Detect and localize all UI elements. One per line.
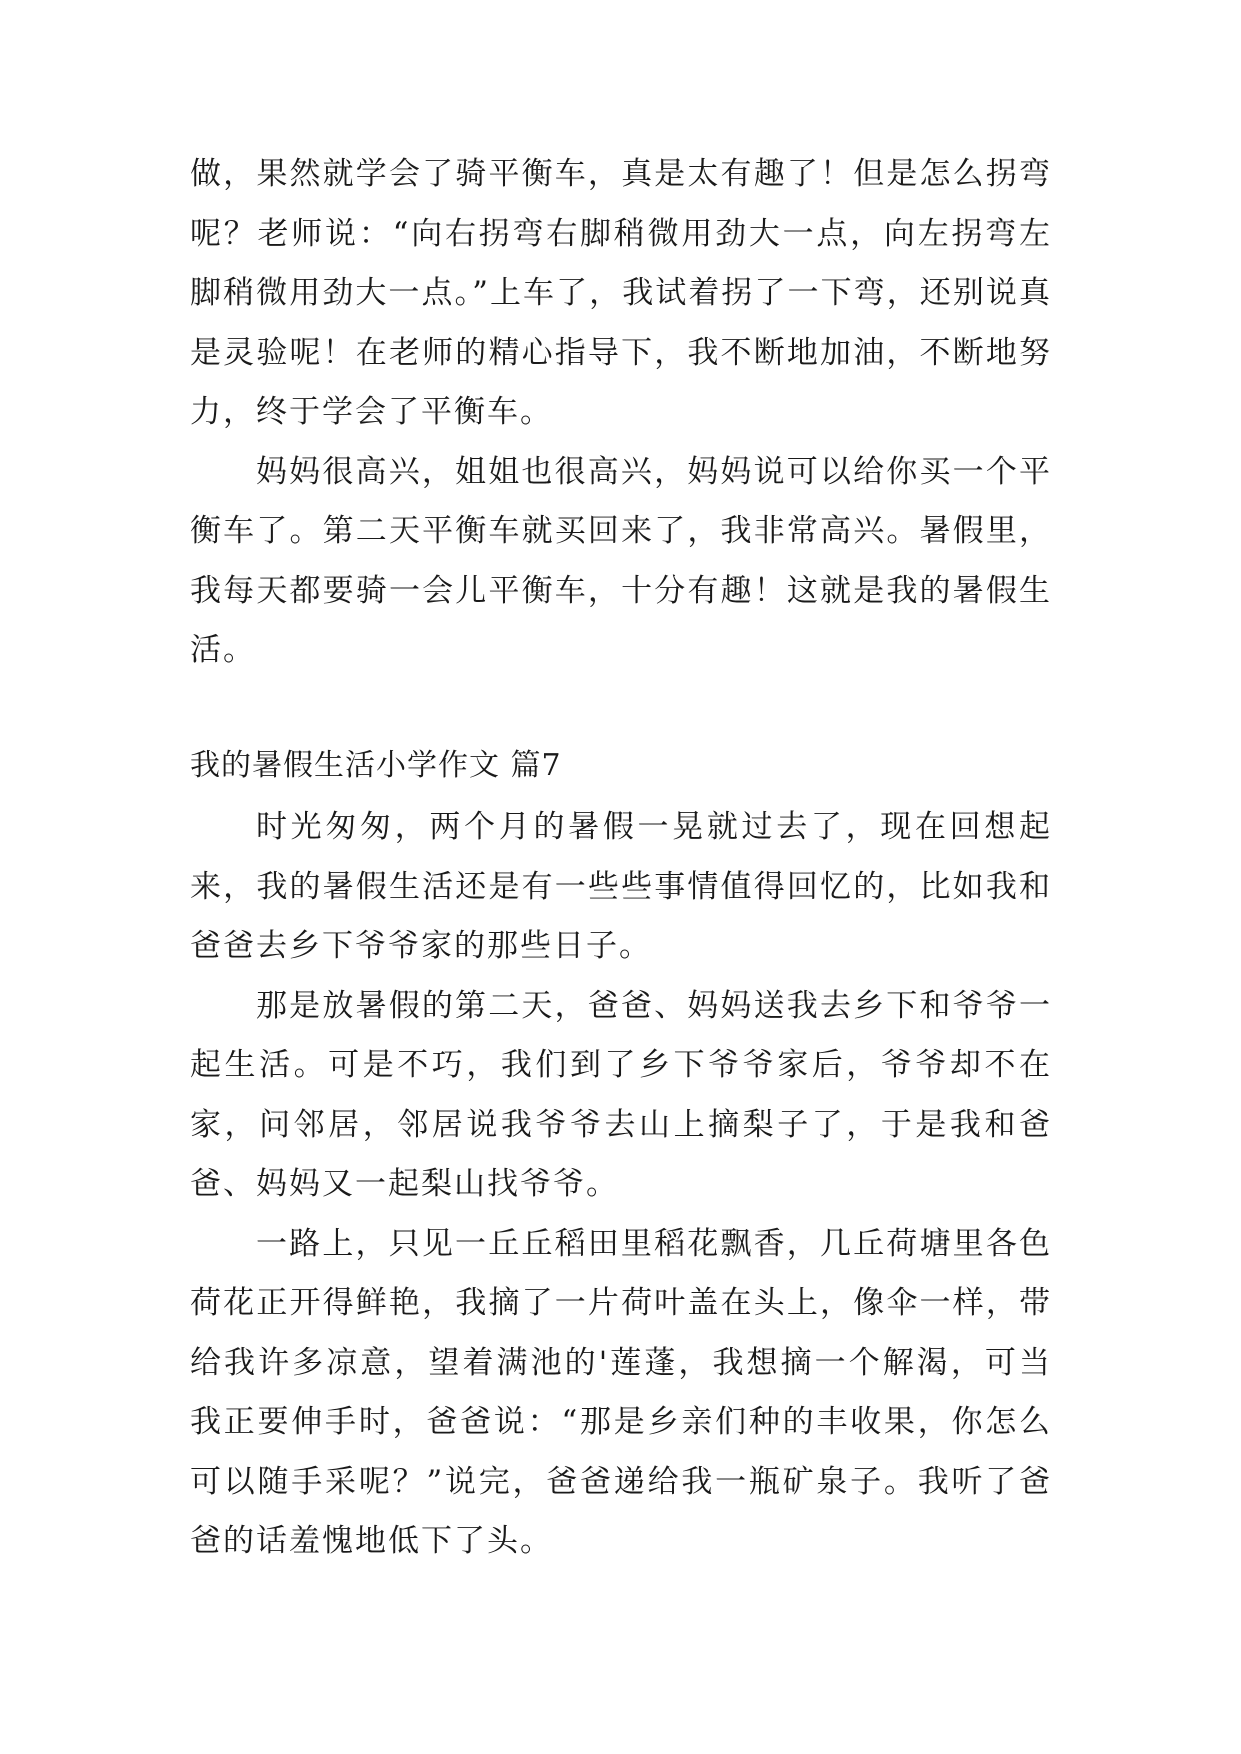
section-title: 我的暑假生活小学作文 篇7: [190, 748, 562, 783]
essay-continuation: [190, 145, 1052, 681]
paragraph: 一路上，只见一丘丘稻田里稻花飘香，几丘荷塘里各色荷花正开得鲜艳，我摘了一片荷叶盖在头上，像伞一样，带给我许多凉意，望着满池的'莲蓬，我想摘一个解渴，可当我正要伸手时，爸爸说：“那是乡亲们种的丰收果，你怎么可以随手采呢？”说完，爸爸递给我一瓶矿泉子。我听了爸爸的话羞愧地低下了头。: [190, 1225, 1052, 1559]
paragraph: 妈妈很高兴，姐姐也很高兴，妈妈说可以给你买一个平衡车了。第二天平衡车就买回来了，我非常高兴。暑假里，我每天都要骑一会儿平衡车，十分有趣！这就是我的暑假生活。: [190, 453, 1052, 668]
paragraph: 时光匆匆，两个月的暑假一晃就过去了，现在回想起来，我的暑假生活还是有一些些事情值得回忆的，比如我和爸爸去乡下爷爷家的那些日子。: [190, 809, 1052, 964]
paragraph: 做，果然就学会了骑平衡车，真是太有趣了！但是怎么拐弯呢？老师说：“向右拐弯右脚稍微用劲大一点，向左拐弯左脚稍微用劲大一点。”上车了，我试着拐了一下弯，还别说真是灵验呢！在老师的精心指导下，我不断地加油，不断地努力，终于学会了平衡车。: [190, 156, 1052, 430]
paragraph: 那是放暑假的第二天，爸爸、妈妈送我去乡下和爷爷一起生活。可是不巧，我们到了乡下爷爷家后，爷爷却不在家，问邻居，邻居说我爷爷去山上摘梨子了，于是我和爸爸、妈妈又一起梨山找爷爷。: [190, 987, 1052, 1202]
essay-section-7: [190, 798, 1052, 1572]
